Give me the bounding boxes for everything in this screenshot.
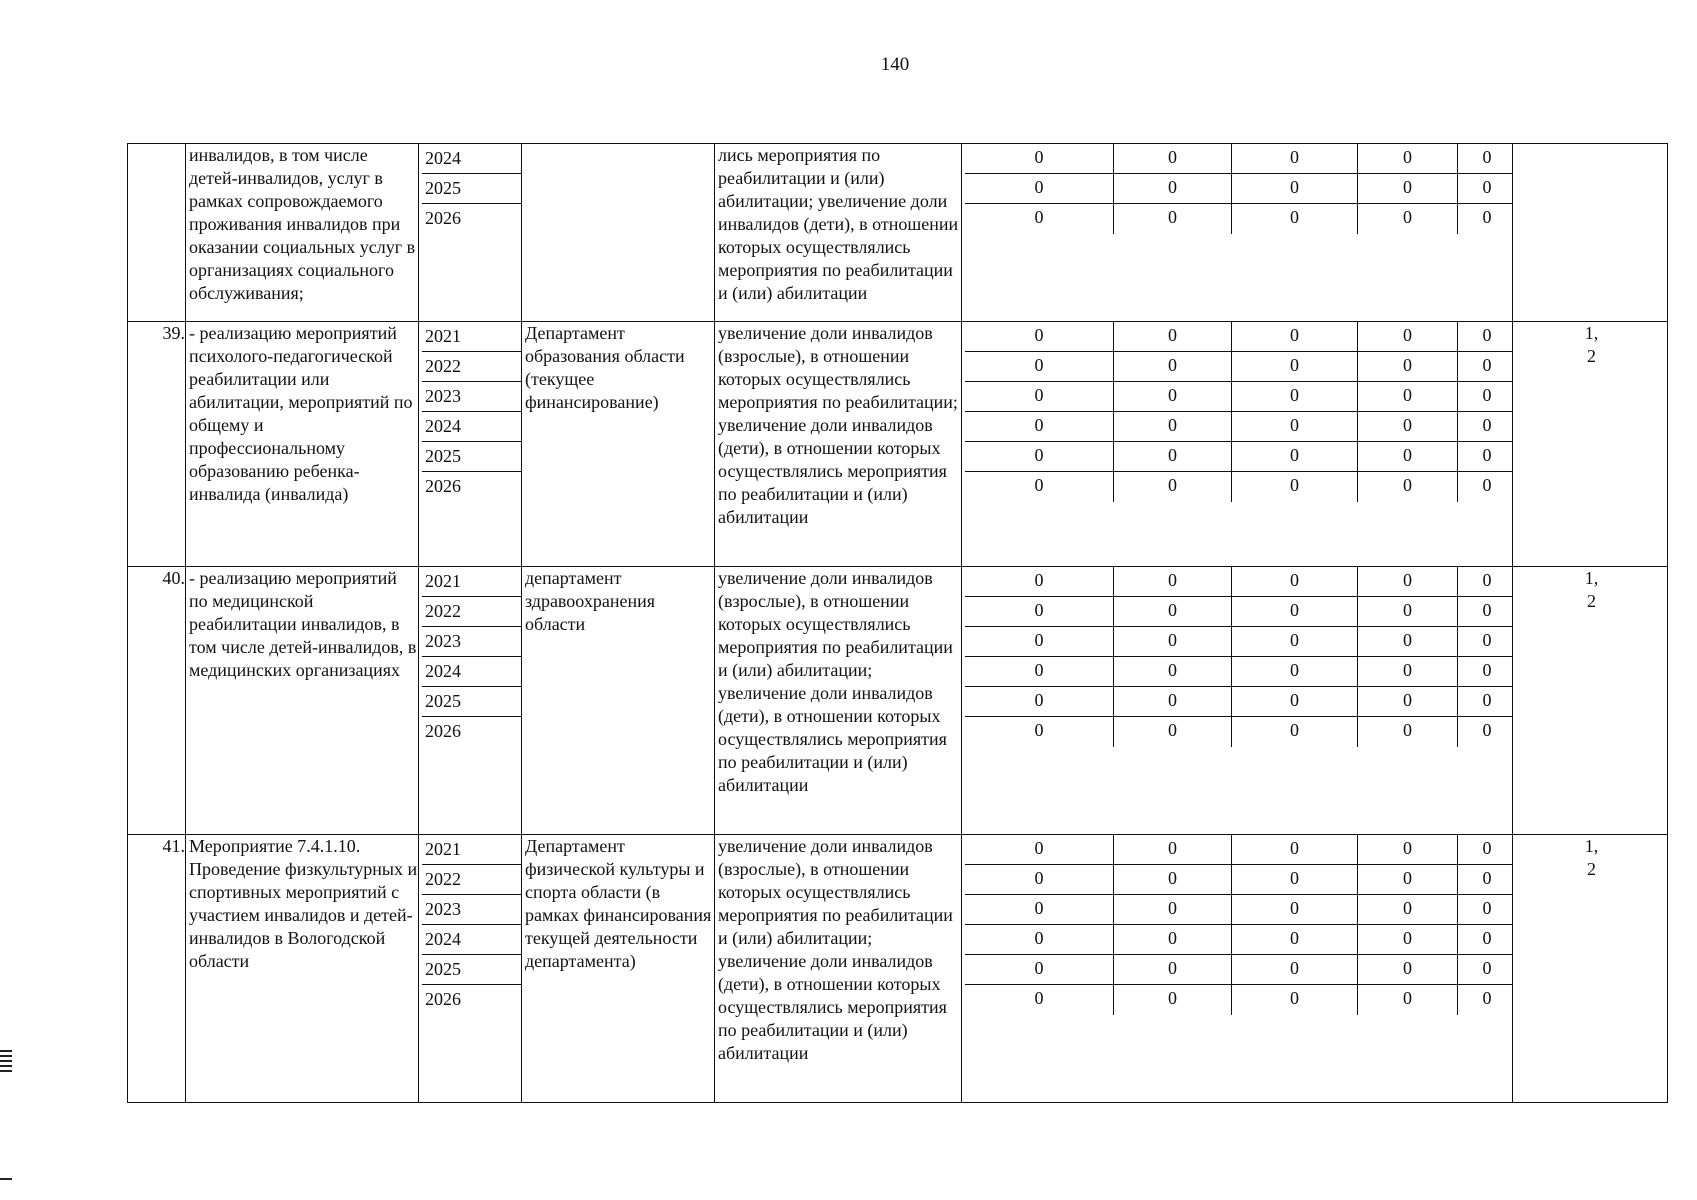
value: 0	[1482, 600, 1492, 620]
value: 0	[1114, 322, 1232, 351]
value: 0	[1358, 204, 1458, 234]
value: 0	[1482, 177, 1492, 197]
value: 0	[1358, 717, 1458, 747]
note-cell	[1513, 567, 1668, 835]
value: 0	[1232, 352, 1358, 381]
value: 0	[1114, 567, 1232, 596]
value: 0	[965, 174, 1114, 203]
values-cell	[962, 567, 1513, 835]
executor: Департамент образования области (текущее финансирование)	[522, 322, 715, 567]
value: 0	[1358, 985, 1458, 1015]
value-row	[965, 144, 1512, 174]
year-value: 2021	[422, 322, 521, 352]
value: 0	[1114, 895, 1232, 924]
year-value: 2024	[422, 412, 521, 442]
value: 0	[1114, 597, 1232, 626]
values-cell	[962, 322, 1513, 567]
value-row	[965, 352, 1512, 382]
value: 0	[965, 412, 1114, 441]
value: 0	[1114, 204, 1232, 234]
value: 0	[1232, 322, 1358, 351]
value-row	[965, 627, 1512, 657]
value-row	[965, 687, 1512, 717]
year-value: 2024	[422, 144, 521, 174]
measure-name: Мероприятие 7.4.1.10. Проведение физкультурных и спортивных мероприятий с участием инвалидов и детей-инвалидов в Вологодской области	[186, 835, 419, 1103]
value-row	[965, 895, 1512, 925]
value: 0	[1358, 687, 1458, 716]
indicator: увеличение доли инвалидов (взрослые), в отношении которых осуществлялись мероприятия по реабилитации и (или) абилитации; увеличение доли инвалидов (дети), в отношении которых осуществлялись мероприятия по реабилитации и (или) абилитации	[715, 835, 962, 1103]
value-row	[965, 865, 1512, 895]
indicator: увеличение доли инвалидов (взрослые), в отношении которых осуществлялись мероприятия по реабилитации; увеличение доли инвалидов (дети), в отношении которых осуществлялись мероприятия по реабилитации и (или) абилитации	[715, 322, 962, 567]
value: 0	[1358, 925, 1458, 954]
executor	[522, 144, 715, 322]
years-cell	[419, 144, 522, 322]
value: 0	[1114, 955, 1232, 984]
value: 0	[1114, 835, 1232, 864]
value: 0	[1232, 657, 1358, 686]
value: 0	[1482, 630, 1492, 650]
scan-margin-dash	[0, 1178, 12, 1180]
year-value: 2023	[422, 895, 521, 925]
value-row	[965, 442, 1512, 472]
note-value: 1,	[1584, 568, 1599, 588]
value: 0	[965, 657, 1114, 686]
value: 0	[1114, 985, 1232, 1015]
scan-margin-marks	[0, 1050, 12, 1075]
year-value: 2024	[422, 657, 521, 687]
indicator: лись мероприятия по реабилитации и (или) абилитации; увеличение доли инвалидов (дети), в отношении которых осуществлялись мероприятия по реабилитации и (или) абилитации	[715, 144, 962, 322]
value: 0	[1232, 442, 1358, 471]
year-value: 2026	[425, 989, 461, 1009]
value: 0	[1358, 412, 1458, 441]
value: 0	[1358, 955, 1458, 984]
value: 0	[1358, 627, 1458, 656]
value-row	[965, 204, 1512, 234]
year-value: 2022	[422, 597, 521, 627]
value: 0	[965, 985, 1114, 1015]
value: 0	[1358, 865, 1458, 894]
row-number: 40.	[128, 567, 186, 835]
value: 0	[1482, 207, 1492, 227]
value: 0	[1114, 412, 1232, 441]
value: 0	[965, 925, 1114, 954]
year-value: 2022	[422, 865, 521, 895]
value: 0	[1482, 988, 1492, 1008]
value-row	[965, 322, 1512, 352]
value: 0	[1482, 898, 1492, 918]
measures-table	[127, 143, 1668, 1103]
year-value: 2025	[422, 174, 521, 204]
value: 0	[1482, 928, 1492, 948]
value: 0	[1114, 442, 1232, 471]
value: 0	[965, 597, 1114, 626]
value-row	[965, 597, 1512, 627]
executor: Департамент физической культуры и спорта области (в рамках финансирования текущей деятельности департамента)	[522, 835, 715, 1103]
year-value: 2021	[422, 567, 521, 597]
value: 0	[1358, 382, 1458, 411]
value: 0	[1232, 144, 1358, 173]
value-row	[965, 835, 1512, 865]
value: 0	[1232, 472, 1358, 502]
value: 0	[1114, 657, 1232, 686]
value: 0	[1482, 445, 1492, 465]
table-row	[128, 835, 1668, 1103]
value: 0	[1232, 204, 1358, 234]
value: 0	[1482, 570, 1492, 590]
years-cell	[419, 567, 522, 835]
table-row	[128, 144, 1668, 322]
value: 0	[965, 382, 1114, 411]
value: 0	[1232, 597, 1358, 626]
value-row	[965, 472, 1512, 502]
row-number: 39.	[128, 322, 186, 567]
value: 0	[965, 204, 1114, 234]
value: 0	[1482, 838, 1492, 858]
value: 0	[1358, 895, 1458, 924]
year-value: 2026	[425, 476, 461, 496]
value: 0	[1482, 958, 1492, 978]
value-row	[965, 657, 1512, 687]
note-value: 2	[1587, 591, 1596, 611]
years-cell	[419, 835, 522, 1103]
year-value: 2023	[422, 627, 521, 657]
year-value: 2022	[422, 352, 521, 382]
value: 0	[965, 955, 1114, 984]
year-value: 2026	[425, 721, 461, 741]
years-cell	[419, 322, 522, 567]
executor: департамент здравоохранения области	[522, 567, 715, 835]
note-value: 1,	[1584, 836, 1599, 856]
value: 0	[1358, 442, 1458, 471]
value: 0	[965, 835, 1114, 864]
value-row	[965, 174, 1512, 204]
value: 0	[965, 865, 1114, 894]
row-number: 41.	[128, 835, 186, 1103]
value: 0	[1232, 895, 1358, 924]
measure-name: инвалидов, в том числе детей-инвалидов, услуг в рамках сопровождаемого проживания инвалидов при оказании социальных услуг в организациях социального обслуживания;	[186, 144, 419, 322]
value: 0	[1482, 385, 1492, 405]
value: 0	[1482, 660, 1492, 680]
year-value: 2023	[422, 382, 521, 412]
value-row	[965, 717, 1512, 747]
value: 0	[1114, 174, 1232, 203]
row-number	[128, 144, 186, 322]
value: 0	[1114, 382, 1232, 411]
year-value: 2021	[422, 835, 521, 865]
value: 0	[1232, 567, 1358, 596]
note-value: 2	[1587, 859, 1596, 879]
value: 0	[1232, 835, 1358, 864]
value: 0	[1232, 412, 1358, 441]
table-row	[128, 322, 1668, 567]
value: 0	[1232, 925, 1358, 954]
value: 0	[1482, 720, 1492, 740]
value: 0	[1114, 144, 1232, 173]
value: 0	[965, 717, 1114, 747]
value: 0	[1358, 835, 1458, 864]
value: 0	[1482, 475, 1492, 495]
year-value: 2025	[422, 442, 521, 472]
value: 0	[1358, 597, 1458, 626]
note-cell	[1513, 144, 1668, 322]
value: 0	[1358, 322, 1458, 351]
value-row	[965, 412, 1512, 442]
value-row	[965, 955, 1512, 985]
note-cell	[1513, 322, 1668, 567]
value: 0	[965, 322, 1114, 351]
page-number: 140	[880, 54, 910, 75]
year-value: 2024	[422, 925, 521, 955]
value: 0	[1114, 352, 1232, 381]
value: 0	[1114, 717, 1232, 747]
value: 0	[1358, 657, 1458, 686]
value: 0	[1114, 925, 1232, 954]
value: 0	[965, 472, 1114, 502]
value: 0	[1482, 415, 1492, 435]
year-value: 2025	[422, 687, 521, 717]
value: 0	[1232, 865, 1358, 894]
value-row	[965, 925, 1512, 955]
value: 0	[1232, 687, 1358, 716]
value-row	[965, 567, 1512, 597]
value-row	[965, 382, 1512, 412]
measure-name: - реализацию мероприятий по медицинской реабилитации инвалидов, в том числе детей-инвалидов, в медицинских организациях	[186, 567, 419, 835]
value: 0	[1358, 472, 1458, 502]
value: 0	[965, 687, 1114, 716]
value: 0	[965, 627, 1114, 656]
year-value: 2026	[425, 208, 461, 228]
value: 0	[1482, 325, 1492, 345]
value: 0	[1482, 690, 1492, 710]
value: 0	[965, 352, 1114, 381]
value: 0	[1114, 865, 1232, 894]
value: 0	[1358, 567, 1458, 596]
value: 0	[1114, 627, 1232, 656]
value-row	[965, 985, 1512, 1015]
value: 0	[1232, 627, 1358, 656]
value: 0	[1232, 717, 1358, 747]
value: 0	[1114, 687, 1232, 716]
value: 0	[1358, 352, 1458, 381]
value: 0	[965, 567, 1114, 596]
value: 0	[965, 442, 1114, 471]
value: 0	[1482, 355, 1492, 375]
value: 0	[1482, 868, 1492, 888]
value: 0	[965, 895, 1114, 924]
note-value: 1,	[1584, 323, 1599, 343]
year-value: 2025	[422, 955, 521, 985]
values-cell	[962, 144, 1513, 322]
value: 0	[1232, 955, 1358, 984]
table-row	[128, 567, 1668, 835]
note-value: 2	[1587, 346, 1596, 366]
value: 0	[1232, 382, 1358, 411]
value: 0	[1232, 985, 1358, 1015]
value: 0	[1482, 147, 1492, 167]
values-cell	[962, 835, 1513, 1103]
note-cell	[1513, 835, 1668, 1103]
measure-name: - реализацию мероприятий психолого-педагогической реабилитации или абилитации, мероприятий по общему и профессиональному образованию ребенка-инвалида (инвалида)	[186, 322, 419, 567]
value: 0	[1358, 144, 1458, 173]
value: 0	[1358, 174, 1458, 203]
value: 0	[1232, 174, 1358, 203]
value: 0	[965, 144, 1114, 173]
indicator: увеличение доли инвалидов (взрослые), в отношении которых осуществлялись мероприятия по реабилитации и (или) абилитации; увеличение доли инвалидов (дети), в отношении которых осуществлялись мероприятия по реабилитации и (или) абилитации	[715, 567, 962, 835]
value: 0	[1114, 472, 1232, 502]
